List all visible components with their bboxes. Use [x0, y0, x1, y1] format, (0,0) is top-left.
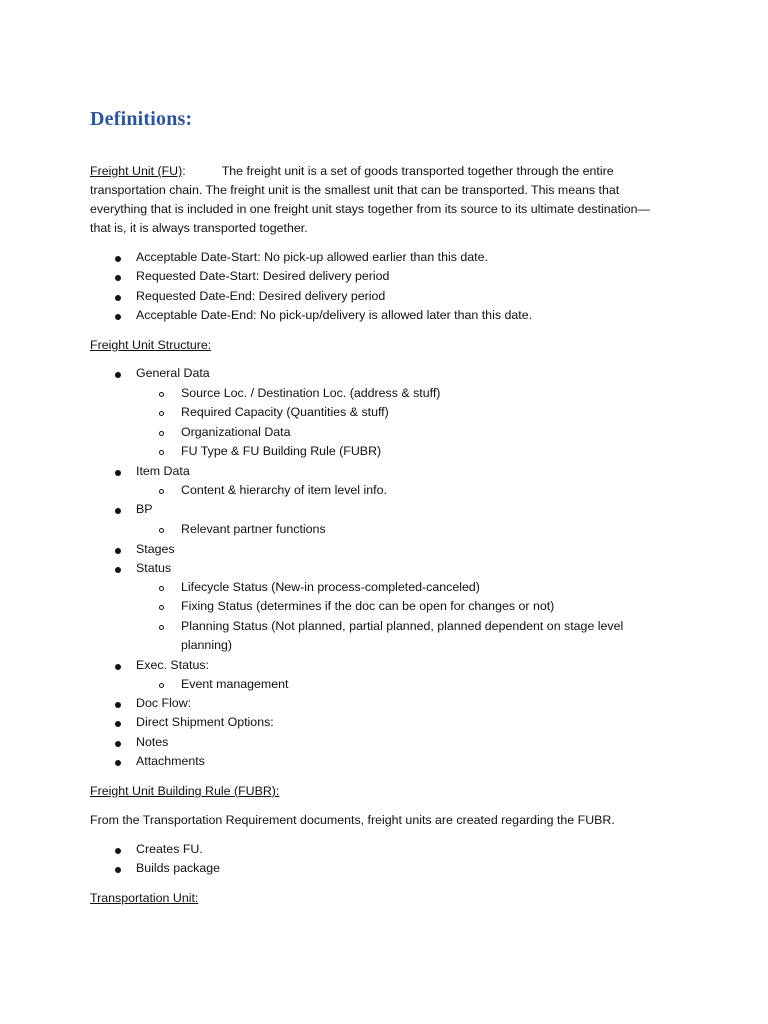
list-item: Requested Date-End: Desired delivery period [136, 289, 386, 303]
bullet-dot [115, 702, 121, 708]
fubr-text: From the Transportation Requirement documents, freight units are created regarding the FUBR. [90, 813, 615, 827]
list-item: Exec. Status: [136, 658, 210, 672]
fubr-title: Freight Unit Building Rule (FUBR): [90, 784, 280, 798]
list-item: Creates FU. [136, 842, 203, 856]
bullet-dot [115, 275, 121, 281]
structure-title: Freight Unit Structure: [90, 338, 212, 352]
sub-bullet-circle [159, 605, 164, 610]
bullet-dot [115, 470, 121, 476]
sub-bullet-circle [159, 411, 164, 416]
bullet-dot [115, 721, 121, 727]
list-item: Acceptable Date-Start: No pick-up allowed earlier than this date. [136, 250, 488, 264]
sub-list-item: Planning Status (Not planned, partial planned, planned dependent on stage level [181, 619, 624, 633]
sub-list-item: Content & hierarchy of item level info. [181, 483, 387, 497]
fu-term: Freight Unit (FU) [90, 164, 183, 178]
sub-list-item-continuation: planning) [181, 638, 232, 652]
bullet-dot [115, 508, 121, 514]
list-item: BP [136, 502, 153, 516]
bullet-dot [115, 314, 121, 320]
fu-definition-line-4: that is, it is always transported together. [90, 221, 308, 235]
bullet-dot [115, 848, 121, 854]
sub-list-item: Required Capacity (Quantities & stuff) [181, 405, 389, 419]
bullet-dot [115, 548, 121, 554]
sub-list-item: Lifecycle Status (New-in process-completed-canceled) [181, 580, 480, 594]
sub-list-item: Event management [181, 677, 289, 691]
bullet-dot [115, 664, 121, 670]
sub-bullet-circle [159, 625, 164, 630]
fu-term-colon: : [182, 164, 186, 178]
sub-list-item: Relevant partner functions [181, 522, 326, 536]
bullet-dot [115, 867, 121, 873]
fu-definition-line-3: everything that is included in one freight unit stays together from its source to its ultimate destination— [90, 202, 650, 216]
list-item: General Data [136, 366, 210, 380]
list-item: Acceptable Date-End: No pick-up/delivery is allowed later than this date. [136, 308, 533, 322]
list-item: Stages [136, 542, 175, 556]
sub-bullet-circle [159, 431, 164, 436]
sub-bullet-circle [159, 683, 164, 688]
sub-bullet-circle [159, 528, 164, 533]
list-item: Direct Shipment Options: [136, 715, 274, 729]
bullet-dot [115, 256, 121, 262]
bullet-dot [115, 760, 121, 766]
bullet-dot [115, 372, 121, 378]
sub-list-item: Fixing Status (determines if the doc can be open for changes or not) [181, 599, 555, 613]
sub-bullet-circle [159, 450, 164, 455]
fu-definition-line-2: transportation chain. The freight unit is the smallest unit that can be transported. This means that [90, 183, 620, 197]
sub-list-item: Organizational Data [181, 425, 291, 439]
sub-bullet-circle [159, 586, 164, 591]
sub-list-item: Source Loc. / Destination Loc. (address & stuff) [181, 386, 441, 400]
bullet-dot [115, 295, 121, 301]
list-item: Notes [136, 735, 169, 749]
list-item: Attachments [136, 754, 205, 768]
bullet-dot [115, 741, 121, 747]
list-item: Requested Date-Start: Desired delivery period [136, 269, 390, 283]
fu-definition-line-1: The freight unit is a set of goods transported together through the entire [221, 164, 614, 178]
fu-paragraph-line-1 [90, 162, 690, 182]
list-item: Item Data [136, 464, 190, 478]
sub-bullet-circle [159, 392, 164, 397]
list-item: Doc Flow: [136, 696, 192, 710]
list-item: Status [136, 561, 172, 575]
sub-list-item: FU Type & FU Building Rule (FUBR) [181, 444, 382, 458]
transportation-unit-title: Transportation Unit: [90, 891, 199, 905]
sub-bullet-circle [159, 489, 164, 494]
list-item: Builds package [136, 861, 221, 875]
bullet-dot [115, 567, 121, 573]
page-heading: Definitions: [90, 108, 193, 130]
